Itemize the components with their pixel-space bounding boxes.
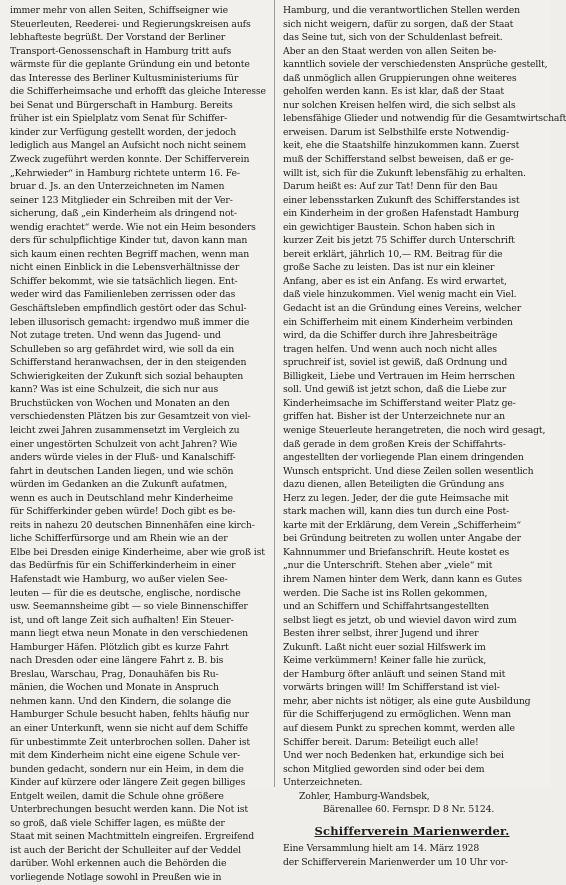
text-line: einer ungestörten Schulzeit von acht Jahren? Wie [10, 438, 238, 450]
text-line: Billigkeit, Liebe und Vertrauen im Heim herrschen [283, 370, 515, 382]
text-line: für die Schifferjugend zu ermöglichen. Wenn man [283, 709, 512, 721]
text-line: bruar d. Js. an den Unterzeichneten im Namen [10, 181, 225, 193]
text-line: große Sache zu leisten. Das ist nur ein kleiner [283, 262, 495, 274]
signature-address: Bärenallee 60. Fernspr. D 8 Nr. 5124. [323, 804, 495, 816]
text-line: das Seine tut, sich von der Schuldenlast befreit. [283, 32, 503, 44]
text-line: ist, und oft lange Zeit sich aufhalten! Ein Steuer- [10, 614, 234, 626]
text-line: muß der Schifferstand selbst beweisen, daß er ge- [283, 154, 514, 166]
text-line: lebensfähige Glieder und notwendig für die Gesamtwirtschaft [283, 113, 566, 125]
text-line: an einer Unterkunft, wenn sie nicht auf dem Schiffe [10, 722, 248, 734]
text-line: Unterbrechungen besucht werden kann. Die Not ist [10, 804, 249, 816]
notice-body [283, 842, 541, 869]
text-line: nicht einen Einblick in die Lebensverhältnisse der [10, 262, 240, 274]
text-line: verschiedensten Plätzen bis zur Gesamtzeit von viel- [10, 411, 251, 423]
text-line: Entgelt weilen, damit die Schule ohne größere [10, 790, 224, 802]
text-line: für Schifferkinder geben würde! Doch gibt es be- [10, 506, 236, 518]
text-line: Unterzeichneten. [283, 777, 363, 789]
text-line: wärmste für die geplante Gründung ein und betonte [10, 59, 250, 71]
signature-name: Zohler, Hamburg-Wandsbek, [299, 790, 430, 802]
article-column-left [10, 4, 268, 883]
text-line: schon Mitglied geworden sind oder bei dem [283, 763, 485, 775]
text-line: wird, da die Schiffer durch ihre Jahresbeiträge [283, 330, 498, 342]
text-line: Steuerleuten, Reederei- und Regierungskreisen aufs [10, 18, 251, 30]
text-line: griffen hat. Bisher ist der Unterzeichnete nur an [283, 411, 505, 423]
notice-line: der Schifferverein Marienwerder um 10 Uhr vor- [283, 856, 508, 868]
text-line: leuten — für die es deutsche, englische, nordische [10, 587, 241, 599]
text-line: Hamburger Häfen. Plötzlich gibt es kurze Fahrt [10, 641, 229, 653]
text-line: Wunsch entspricht. Und diese Zeilen sollen wesentlich [283, 465, 534, 477]
text-line: kanntlich soviele der verschiedensten Ansprüche gestellt, [283, 59, 548, 71]
text-line: Schiffer bereit. Darum: Beteiligt euch alle! [283, 736, 479, 748]
text-line: Hamburg, und die verantwortlichen Stellen werden [283, 5, 520, 16]
text-line: auf diesem Punkt zu sprechen kommt, werden alle [283, 722, 515, 734]
text-line: Not zutage treten. Und wenn das Jugend- und [10, 330, 221, 342]
text-line: werden. Die Sache ist ins Rollen gekommen, [283, 587, 488, 599]
text-line: lediglich aus Mangel an Aufsicht noch nicht seinem [10, 140, 247, 152]
text-line: mehr, aber nichts ist nötiger, als eine gute Ausbildung [283, 695, 531, 707]
text-line: Kinderheimsache im Schifferstand weiter Platz ge- [283, 397, 516, 409]
text-line: Schwierigkeiten der Zukunft sich sozial behaupten [10, 370, 244, 382]
text-line: würden im Gedanken an die Zukunft aufatmen, [10, 479, 228, 491]
text-line: kann? Was ist eine Schulzeit, die sich nur aus [10, 384, 219, 396]
text-line: daß viele hinzukommen. Viel wenig macht ein Viel. [283, 289, 517, 301]
text-line: Besten ihrer selbst, ihrer Jugend und ihrer [283, 628, 479, 640]
text-line: lebhafteste begrüßt. Der Vorstand der Berliner [10, 32, 226, 44]
text-line: Breslau, Warschau, Prag, Donauhäfen bis Ru- [10, 668, 219, 680]
text-line: Kinder auf kürzere oder längere Zeit gegen billiges [10, 777, 246, 789]
text-line: Hamburger Schule besucht haben, fehlts häufig nur [10, 709, 249, 721]
text-line: leben illusorisch gemacht: irgendwo muß immer die [10, 316, 250, 328]
text-line: und an Schiffern und Schiffahrtsangestellten [283, 601, 490, 613]
text-line: ein Kinderheim in der großen Hafenstadt Hamburg [283, 208, 519, 220]
text-line: Zweck zugeführt werden konnte. Der Schifferverein [10, 154, 250, 166]
text-line: der Hamburg öfter anläuft und seinen Stand mit [283, 668, 506, 680]
text-line: bei Gründung beitreten zu wollen unter Angabe der [283, 533, 521, 545]
text-line: ihrem Namen hinter dem Werk, dann kann es Gutes [283, 573, 522, 585]
text-line: das Bedürfnis für ein Schifferkinderheim in einer [10, 560, 236, 572]
text-line: kurzer Zeit bis jetzt 75 Schiffer durch Unterschrift [283, 235, 515, 247]
text-line: erweisen. Darum ist Selbsthilfe erste Notwendig- [283, 126, 509, 138]
text-line: usw. Seemannsheime gibt — so viele Binnenschiffer [10, 601, 248, 613]
text-line: ein gewichtiger Baustein. Schon haben sich in [283, 221, 495, 233]
text-line: Schifferstand heranwachsen, der in den steigenden [10, 357, 247, 369]
text-line: Geschäftsleben empfindlich gestört oder das Schul- [10, 303, 247, 315]
text-line: wenige Steuerleute herangetreten, die noch wird gesagt, [283, 424, 546, 436]
text-line: früher ist ein Spielplatz vom Senat für Schiffer- [10, 113, 228, 125]
text-line: einer lebensstarken Zukunft des Schifferstandes ist [283, 194, 520, 206]
text-line: für unbestimmte Zeit unterbrochen sollen. Daher ist [10, 736, 250, 748]
text-line: sich nicht weigern, dafür zu sorgen, daß der Staat [283, 18, 514, 30]
text-line: Elbe bei Dresden einige Kinderheime, aber wie groß ist [10, 546, 265, 558]
text-line: Zukunft. Laßt nicht euer sozial Hilfswerk im [283, 641, 486, 653]
text-line: geholfen werden kann. Es ist klar, daß der Staat [283, 86, 504, 98]
text-line: stark machen will, kann dies tun durch eine Post- [283, 506, 510, 518]
text-line: bunden gedacht, sondern nur ein Heim, in dem die [10, 763, 244, 775]
text-line: „nur die Unterschrift. Stehen aber „viele“ mit [283, 560, 493, 572]
text-line: mänien, die Wochen und Monate in Anspruch [10, 682, 219, 694]
text-line: bei Senat und Bürgerschaft in Hamburg. Bereits [10, 99, 233, 111]
text-line: daß unmöglich allen Gruppierungen ohne weiteres [283, 72, 517, 84]
text-line: fahrt in deutschen Landen liegen, und wie schön [10, 465, 234, 477]
text-line: immer mehr von allen Seiten, Schiffseigner wie [10, 5, 228, 16]
text-line: vorliegende Notlage sowohl in Preußen wie in [10, 872, 222, 883]
text-line: Hafenstadt wie Hamburg, wo außer vielen See- [10, 573, 228, 585]
text-line: Anfang, aber es ist ein Anfang. Es wird erwartet, [283, 275, 507, 287]
text-line: ist auch der Bericht der Schulleiter auf der Veddel [10, 844, 241, 856]
text-line: die Schifferheimsache und erhofft das gleiche Interesse [10, 86, 266, 98]
text-line: tragen helfen. Und wenn auch noch nicht alles [283, 343, 497, 355]
text-line: Schulleben so arg gefährdet wird, wie soll da ein [10, 343, 235, 355]
text-line: nur solchen Kreisen helfen wird, die sich selbst als [283, 99, 516, 111]
text-line: karte mit der Erklärung, dem Verein „Schifferheim“ [283, 519, 521, 531]
text-line: daß gerade in dem großen Kreis der Schiffahrts- [283, 438, 506, 450]
text-line: Und wer noch Bedenken hat, erkundige sich bei [283, 750, 504, 762]
text-line: keit, ehe die Staatshilfe hinzukommen kann. Zuerst [283, 140, 520, 152]
text-line: nach Dresden oder eine längere Fahrt z. B. bis [10, 655, 224, 667]
text-line: dazu dienen, allen Beteiligten die Gründung ans [283, 479, 505, 491]
text-line: Keime verkümmern! Keiner falle hie zurück, [283, 655, 487, 667]
text-line: mann liegt etwa neun Monate in den verschiedenen [10, 628, 249, 640]
text-line: selbst liegt es jetzt, ob und wieviel davon wird zum [283, 614, 517, 626]
text-line: sich kaum einen rechten Begriff machen, wenn man [10, 248, 250, 260]
text-line: bereit erklärt, jährlich 10,— RM. Beitrag für die [283, 248, 503, 260]
text-line: vorwärts bringen will! Im Schifferstand ist viel- [283, 682, 500, 694]
text-line: Transport-Genossenschaft in Hamburg tritt aufs [10, 45, 232, 57]
text-line: Schiffer bekommt, wie sie tatsächlich liegen. Ent- [10, 275, 238, 287]
notice-heading: Schifferverein Marienwerder. [314, 823, 510, 838]
text-line: „Kehrwieder“ in Hamburg richtete unterm 16. Fe- [10, 167, 240, 179]
text-line: ein Schifferheim mit einem Kinderheim verbinden [283, 316, 513, 328]
text-line: Darum heißt es: Auf zur Tat! Denn für den Bau [283, 181, 498, 193]
text-line: weder wird das Familienleben zerrissen oder das [10, 289, 236, 301]
text-line: wendig erachtet“ werde. Wie not ein Heim besonders [10, 221, 256, 233]
text-line: Aber an den Staat werden von allen Seiten be- [283, 45, 497, 57]
text-line: sicherung, daß „ein Kinderheim als dringend not- [10, 208, 237, 220]
article-right-body [283, 4, 566, 790]
text-line: wenn es auch in Deutschland mehr Kinderheime [10, 492, 233, 504]
text-line: Staat mit seinen Machtmitteln eingreifen. Ergreifend [10, 831, 255, 843]
text-line: Gedacht ist an die Gründung eines Vereins, welcher [283, 303, 522, 315]
text-line: Kahnnummer und Briefanschrift. Heute kostet es [283, 546, 510, 558]
text-line: kinder zur Verfügung gestellt worden, der jedoch [10, 126, 237, 138]
column-divider [274, 0, 275, 787]
notice-line: Eine Versammlung hielt am 14. März 1928 [283, 843, 480, 855]
article-column-right [283, 4, 566, 868]
text-line: anders würde vieles in der Fluß- und Kanalschiff- [10, 452, 236, 464]
text-line: liche Schifferfürsorge und am Rhein wie an der [10, 533, 228, 545]
text-line: darüber. Wohl erkennen auch die Behörden die [10, 858, 227, 870]
text-line: Herz zu legen. Jeder, der die gute Heimsache mit [283, 492, 509, 504]
text-line: Bruchstücken von Wochen und Monaten an den [10, 397, 230, 409]
text-line: soll. Und gewiß ist jetzt schon, daß die Liebe zur [283, 384, 507, 396]
text-line: ders für schulpflichtige Kinder tut, davon kann man [10, 235, 248, 247]
text-line: mit dem Kinderheim nicht eine eigene Schule ver- [10, 750, 241, 762]
text-line: willt ist, sich für die Zukunft lebensfähig zu erhalten. [283, 167, 526, 179]
text-line: reits in nahezu 20 deutschen Binnenhäfen eine kirch- [10, 519, 255, 531]
text-line: das Interesse des Berliner Kultusministeriums für [10, 72, 239, 84]
text-line: leicht zwei Jahren zusammensetzt im Vergleich zu [10, 424, 240, 436]
text-line: nehmen kann. Und den Kindern, die solange die [10, 695, 231, 707]
text-line: seiner 123 Mitglieder ein Schreiben mit der Ver- [10, 194, 233, 206]
text-line: spruchreif ist, soviel ist gewiß, daß Ordnung und [283, 357, 508, 369]
text-line: so groß, daß viele Schiffer lagen, es müßte der [10, 817, 225, 829]
text-line: angestellten der vorliegende Plan einem dringenden [283, 452, 524, 464]
